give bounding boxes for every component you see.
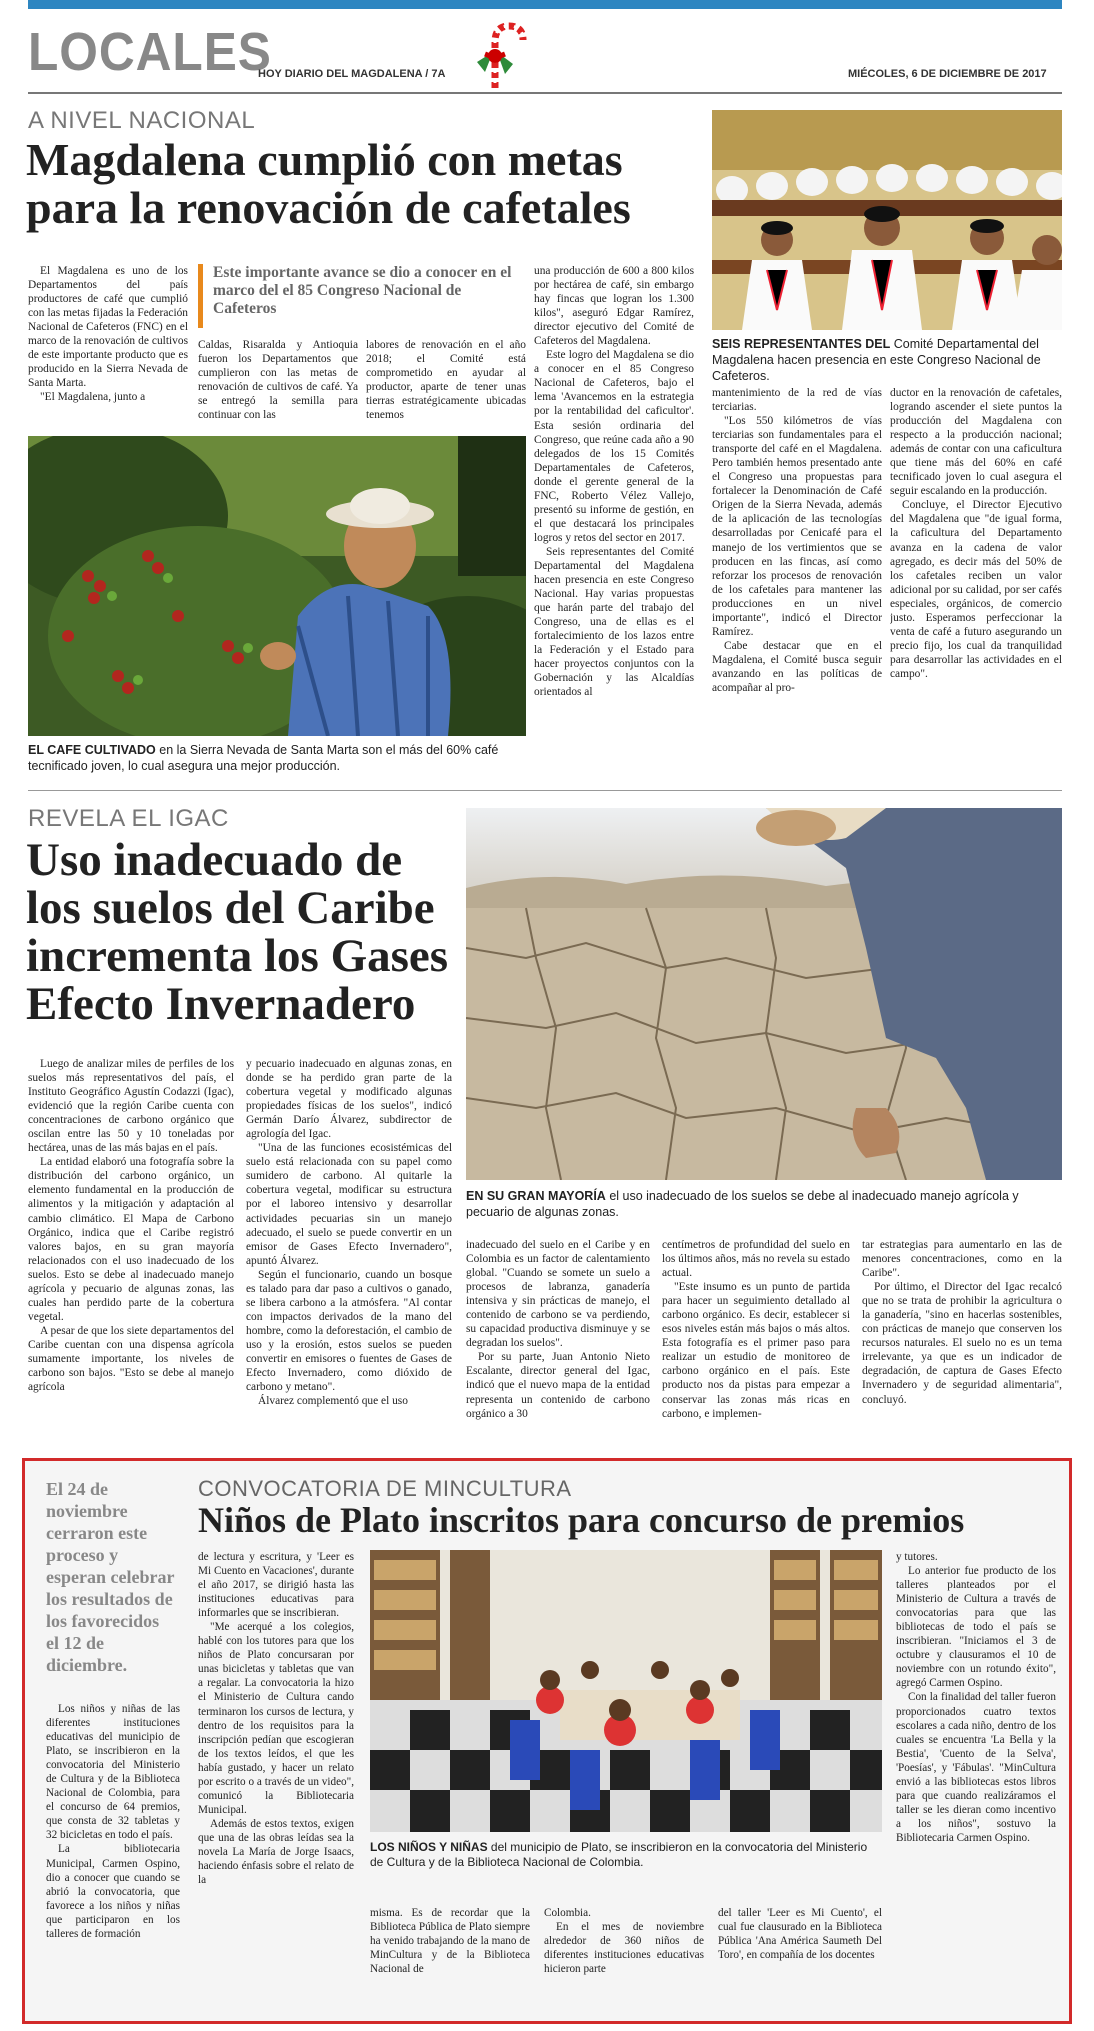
article-separator — [28, 790, 1062, 791]
top-accent-bar — [28, 0, 1062, 9]
article2-col3: inadecuado del suelo en el Caribe y en Colombia es un factor de calentamiento global. "Cuando se somete un suelo a procesos de labranza, ganadería intensiva y sin prácticas de manejo, el contenido de carbono se va perdiendo, su capacidad productiva disminuye y se degradan los suelos". Por su parte, Juan Antonio Nieto Escalante, director general del Igac, indicó que el nuevo mapa de la entidad representa un contenido de carbono orgánico a 30 — [466, 1239, 650, 1420]
article1-col2: Caldas, Risaralda y Antioquia fueron los Departamentos que cumplieron con las metas de renovación de cultivos de café. Ya se entregó la semilla para continuar con las — [198, 339, 358, 422]
article3-col1: Los niños y niñas de las diferentes instituciones educativas del municipio de Plato, se inscribieron en la convocatoria del Ministerio de Cultura y de la Biblioteca Nacional de Colombia, para el concurso de 64 premios, que consta de 32 tabletas y 32 bicicletas en todo el país. La bibliotecaria Municipal, Carmen Ospino, dio a conocer que cuando se abrió la convocatoria, que favorece a los niños y niñas que participaron en los talleres de formación — [46, 1703, 180, 1940]
article1-col4: una producción de 600 a 800 kilos por hectárea de café, sin embargo hay fincas que logran los 1.300 kilos", aseguró Edgar Ramírez, director ejecutivo del Comité de Cafeteros del Magdalena. Este logro del Magdalena se dio a conocer en el 85 Congreso Nacional de Cafeteros, bajo el lema 'Avancemos en la estrategia por la rentabilidad del caficultor'. Esta sesión ordinaria del Congreso, que reúne cada año a 90 delegados de los 15 Comités Departamentales de Cafeteros, donde el gerente general de la FNC, Roberto Vélez Vallejo, presentó su informe de gestión, en el que destacará los principales logros y retos del sector en 2017. Seis representantes del Comité Departamental del Magdalena hacen presencia en este Congreso Nacional. Hay varias propuestas que harán parte del trabajo del Congreso, una de ellas es el fortalecimiento de los lazos entre la Federación y el Estado para hacer proyectos conjuntos con la Gobernación y las Alcaldías orientados al — [534, 265, 694, 699]
article1-col6: ductor en la renovación de cafetales, logrando ascender el siete puntos la producción del Magdalena con respecto a la producción nacional; además de contar con una caficultura que tiene más del 60% en café tecnificado joven lo cual asegura el seguir escalando en la producción. Concluye, el Director Ejecutivo del Magdalena que "de igual forma, la caficultura del Departamento avanza en la cadena de valor agregado, es decir más del 50% de los cafetales reciben un valor adicional por su calidad, por ser cafés especiales, orgánicos, de comercio justo. Esperamos perfeccionar la venta de café a futuro asegurando un precio fijo, los cual da tranquilidad para desarrollar las actividades en el campo". — [890, 387, 1062, 680]
candy-cane-ornament-icon — [455, 12, 535, 96]
article3-col2: de lectura y escritura, y 'Leer es Mi Cuento en Vacaciones', durante el año 2017, se dirigió hasta las instituciones educativas para informarles que se inscribieran. "Me acerqué a los colegios, hablé con los tutores para que los niños de Plato concursaran por unas bicicletas y tabletas que van a regalar. La convocatoria la hizo el Ministerio de Cultura cando terminaron los cursos de lectura, y dentro de los requisitos para la inscripción pedían que escogieran de los textos leídos, el que les había gustado, y hacer un relato por escrito o a través de un video", comunicó la Bibliotecaria Municipal. Además de estos textos, exigen que una de las obras leídas sea la novela La María de Jorge Isaacs, haciendo énfasis sobre el relato de la — [198, 1551, 354, 1887]
article1-photo2-caption: SEIS REPRESENTANTES DEL Comité Departamental del Magdalena hacen presencia en este Congreso Nacional de Cafeteros. — [712, 337, 1041, 383]
article2-kicker: REVELA EL IGAC — [28, 805, 229, 832]
header-rule — [28, 92, 1062, 94]
article3-col5: del taller 'Leer es Mi Cuento', el cual fue clausurado en la Biblioteca Pública 'Ana América Saumeth Del Toro', en compañía de los docentes — [718, 1907, 882, 1962]
article3-title: Niños de Plato inscritos para concurso de premios — [198, 1500, 965, 1540]
article1-col5: mantenimiento de la red de vías terciarias. "Los 550 kilómetros de vías terciarias son fundamentales para el transporte del café en el Magdalena. Pero también hemos presentado ante el Congreso una propuestas para fortalecer la Denominación de Café Origen de la Sierra Nevada, además de la aplicación de las tecnologías desarrolladas por Cenicafé para el manejo de los vertimientos que se producen en las fincas, así como reforzar los procesos de renovación de los cafetales para mantener las producciones en un nivel importante", indicó el Director Ramírez. Cabe destacar que en el Magdalena, el Comité busca seguir avanzando en las políticas de acompañar al pro- — [712, 387, 882, 694]
cracked-soil-photo — [466, 808, 1062, 1180]
children-library-photo — [370, 1550, 882, 1832]
section-title: LOCALES — [28, 22, 272, 82]
article2-col1: Luego de analizar miles de perfiles de los suelos más representativos del país, el Instituto Geográfico Agustín Codazzi (Igac), evidenció que la región Caribe cuenta con concentraciones de carbono orgánico que oscilan entre las 50 y 10 toneladas por hectárea, unas de las más bajas en el país. La entidad elaboró una fotografía sobre la distribución del carbono orgánico, un elemento fundamental en la producción de alimentos y la mitigación y adaptación al cambio climático. El Mapa de Carbono Orgánico, indica que el Caribe registró valores bajos, en su gran mayoría relacionados con el uso inadecuado de los suelos. Esto se debe al inadecuado manejo agrícola y pecuario de algunas zonas, las cuales han perdido parte de la cobertura vegetal. A pesar de que los siete departamentos del Caribe cuentan con una dispensa agrícola sumamente importante, los niveles de carbono son bajos. "Esto se debe al manejo agrícola — [28, 1058, 234, 1394]
congress-delegates-photo — [712, 110, 1062, 330]
article3-photo-caption: LOS NIÑOS Y NIÑAS del municipio de Plato, se inscribieron en la convocatoria del Ministerio de Cultura y de la Biblioteca Nacional de Colombia. — [370, 1840, 868, 1869]
article2-title: Uso inadecuado de los suelos del Caribe incrementa los Gases Efecto Invernadero — [26, 834, 449, 1030]
article1-kicker: A NIVEL NACIONAL — [28, 107, 256, 134]
article3-col4: Colombia. En el mes de noviembre alrededor de 360 niños de diferentes instituciones educativas hicieron parte — [544, 1907, 704, 1976]
article2-col2: y pecuario inadecuado en algunas zonas, en donde se ha perdido gran parte de la cobertura vegetal y modificado algunas propiedades físicas de los suelos", indicó Germán Darío Álvarez, subdirector de agrología del Igac. "Una de las funciones ecosistémicas del suelo está relacionada con su papel como sumidero de carbono. Al quitarle la cobertura vegetal, modificar su estructura por el laboreo intensivo y desarrollar actividades pecuarias sin un manejo adecuado, el suelo se puede convertir en un emisor de Gases Efecto Invernadero", apuntó Álvarez. Según el funcionario, cuando un bosque es talado para dar paso a cultivos o ganado, se libera carbono a la atmósfera. "Al contar con impactos derivados de la mano del hombre, como la deforestación, el cambio de uso y la erosión, estos suelos se pueden convertir en emisores o fuentes de Gases de Efecto Invernadero, como dióxido de carbono y metano". Álvarez complementó que el uso — [246, 1058, 452, 1408]
article2-photo-caption: EN SU GRAN MAYORÍA el uso inadecuado de los suelos se debe al inadecuado manejo agrícola y pecuario de algunas zonas. — [466, 1189, 1019, 1219]
article1-col3: labores de renovación en el año 2018; el Comité está comprometido en ayudar al productor, aparte de tener unas tierras estratégicamente ubicadas tenemos — [366, 339, 526, 422]
article3-kicker: CONVOCATORIA DE MINCULTURA — [198, 1476, 572, 1501]
article1-col1: El Magdalena es uno de los Departamentos del país productores de café que cumplió con las metas fijadas la Federación Nacional de Cafeteros (FNC) en el marco de la renovación de cultivos de este importante producto que es producido en la Sierra Nevada de Santa Marta. "El Magdalena, junto a — [28, 265, 188, 404]
article2-col4: centímetros de profundidad del suelo en los últimos años, más no revela su estado actual. "Este insumo es un punto de partida para hacer un seguimiento detallado al carbono orgánico. Es decir, establecer si esos niveles están más bajos o más altos. Esta fotografía es el primer paso para realizar un estudio de monitoreo de carbono orgánico en el país. Este producto nos da pistas para empezar a conservar las zonas más ricas en carbono, e implemen- — [662, 1239, 850, 1420]
article3-lead: El 24 de noviembre cerraron este proceso y esperan celebrar los resultados de los favorecidos el 12 de diciembre. — [46, 1479, 175, 1675]
paper-name: HOY DIARIO DEL MAGDALENA / 7A — [258, 68, 446, 80]
article1-pullquote: Este importante avance se dio a conocer en el marco del el 85 Congreso Nacional de Cafeteros — [198, 264, 516, 328]
article1-title: Magdalena cumplió con metas para la renovación de cafetales — [26, 134, 631, 233]
article1-photo-caption: EL CAFE CULTIVADO en la Sierra Nevada de Santa Marta son el más del 60% café tecnificado joven, lo cual asegura una mejor producción. — [28, 743, 499, 773]
article2-col5: tar estrategias para aumentarlo en las de menores concentraciones, como en la Caribe". Por último, el Director del Igac recalcó que no se trata de prohibir la agricultura o la ganadería, "sino en hacerlas sostenibles, con prácticas de manejo que conserven los recursos naturales. El suelo no es un tema irrelevante, ya que es un indicador de degradación, de captura de Gases Efecto Invernadero y de seguridad alimentaria", concluyó. — [862, 1239, 1062, 1406]
issue-date: MIÉCOLES, 6 DE DICIEMBRE DE 2017 — [848, 68, 1047, 80]
article3-col3: misma. Es de recordar que la Biblioteca Pública de Plato siempre ha venido trabajando de la mano de MinCultura y de la Biblioteca Nacional de — [370, 1907, 530, 1976]
coffee-farmer-photo — [28, 436, 526, 736]
article3-col6: y tutores. Lo anterior fue producto de los talleres planteados por el Ministerio de Cultura a través de convocatorias para que las bibliotecas de todo el país se inscribieran. "Iniciamos el 3 de octubre y clausuramos el 10 de noviembre con un rotundo éxito", agregó Carmen Ospino. Con la finalidad del taller fueron proporcionados cuatro textos escolares a cada niño, dentro de los cuales se encuentra 'La Bella y la Bestia', 'Cuento de la Selva', 'Poesías', y 'Fábulas'. "MinCultura envió a las bibliotecas estos libros para que cuando realizáramos el taller se les dieran como incentivo a los niños", sostuvo la Bibliotecaria Carmen Ospino. — [896, 1551, 1056, 1844]
